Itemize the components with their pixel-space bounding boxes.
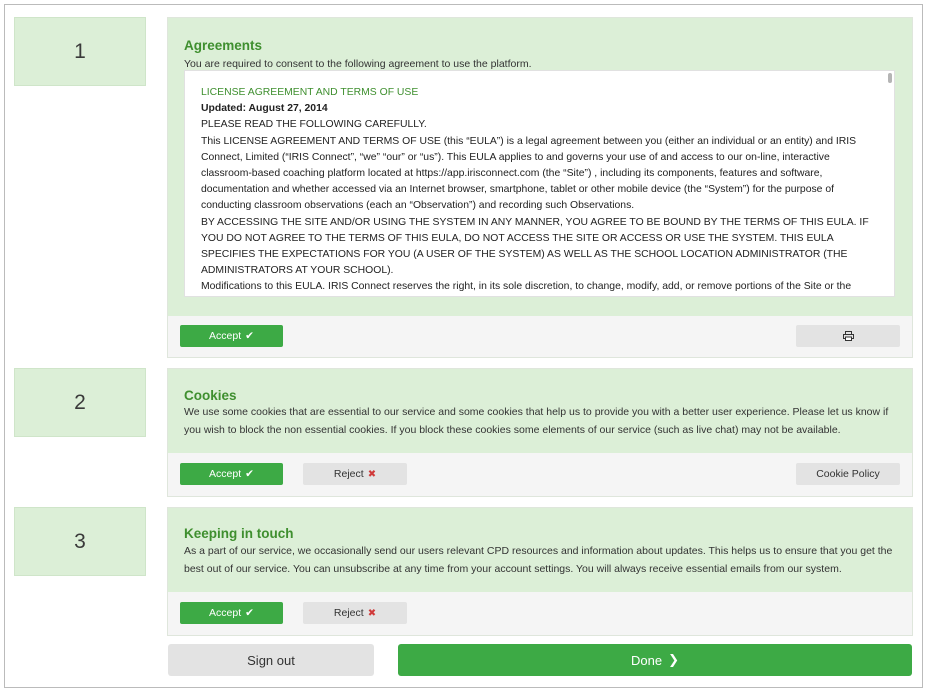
sign-out-button[interactable]: Sign out — [168, 644, 374, 676]
step-number-2: 2 — [14, 368, 146, 437]
cookies-header — [168, 369, 912, 453]
check-icon: ✔ — [245, 330, 254, 342]
reject-label: Reject — [333, 607, 364, 619]
agreements-title: Agreements — [184, 38, 263, 53]
cookie-policy-button[interactable]: Cookie Policy — [796, 463, 900, 485]
check-icon: ✔ — [245, 607, 254, 619]
done-label: Done — [631, 652, 663, 668]
cookies-title: Cookies — [184, 388, 237, 403]
agreements-section — [167, 17, 913, 358]
cookies-text: We use some cookies that are essential to our service and some cookies that help us to provide you with a better user experience. Please let us know if you wish to block the non essential cookies. If you block these cookies some elements of our service (such as live chat) may not be available. — [184, 406, 889, 436]
keeping-in-touch-header — [168, 508, 912, 592]
eula-paragraph-1: This LICENSE AGREEMENT AND TERMS OF USE (this “EULA”) is a legal agreement between you (either an individual or an entity) and IRIS Connect, Limited (“IRIS Connect”, “we” “our” or “us”). This EULA applies to and governs your use of and access to our on-line, interactive classroom-based coaching platform located at https://app.irisconnect.com (the “Site”) , including its components, features and software, documentation and whether accessed via an Internet browser, smartphone, tablet or other mobile device (the “System”) for the purpose of conducting classroom observations (each an “Observation”) and recording such Observations. — [201, 135, 857, 212]
reject-label: Reject — [333, 468, 364, 480]
step-number-3: 3 — [14, 507, 146, 576]
eula-read-carefully: PLEASE READ THE FOLLOWING CAREFULLY. — [201, 119, 427, 131]
print-button[interactable] — [796, 325, 900, 347]
print-icon — [843, 331, 854, 341]
accept-label: Accept — [209, 330, 242, 342]
agreements-accept-button[interactable] — [180, 325, 283, 347]
check-icon: ✔ — [245, 468, 254, 480]
agreements-subtitle: You are required to consent to the following agreement to use the platform. — [184, 58, 532, 70]
keeping-in-touch-text: As a part of our service, we occasionally send our users relevant CPD resources and information about updates. This helps us to ensure that you get the best out of our service. You can unsubscribe at any time from your account settings. You will always receive essential emails from our system. — [184, 545, 893, 575]
keeping-in-touch-section — [167, 507, 913, 636]
chevron-right-icon: ❯ — [668, 652, 679, 667]
close-icon: ✖ — [367, 607, 377, 619]
cookies-reject-button[interactable] — [303, 463, 407, 485]
cookies-accept-button[interactable] — [180, 463, 283, 485]
keeping-in-touch-reject-button[interactable] — [303, 602, 407, 624]
step-number-1: 1 — [14, 17, 146, 86]
done-button[interactable] — [398, 644, 912, 676]
eula-paragraph-2: BY ACCESSING THE SITE AND/OR USING THE SYSTEM IN ANY MANNER, YOU AGREE TO BE BOUND BY THE TERMS OF THIS EULA. IF YOU DO NOT AGREE TO THE TERMS OF THIS EULA, DO NOT ACCESS THE SITE OR ACCESS OR USE THE SYSTEM. THIS EULA SPECIFIES THE EXPECTATIONS FOR YOU (A USER OF THE SYSTEM) AS WELL AS THE SCHOOL LOCATION ADMINISTRATOR (THE ADMINISTRATORS AT YOUR SCHOOL). — [201, 216, 869, 277]
eula-heading: LICENSE AGREEMENT AND TERMS OF USE — [201, 87, 419, 98]
accept-label: Accept — [209, 607, 242, 619]
keeping-in-touch-title: Keeping in touch — [184, 526, 294, 541]
eula-scrollbar[interactable] — [888, 73, 892, 83]
keeping-in-touch-accept-button[interactable] — [180, 602, 283, 624]
eula-updated: Updated: August 27, 2014 — [201, 103, 328, 115]
agreements-header — [168, 18, 912, 316]
close-icon: ✖ — [367, 468, 377, 480]
cookies-section — [167, 368, 913, 497]
eula-scroll-box[interactable] — [184, 70, 895, 297]
eula-paragraph-3: Modifications to this EULA. IRIS Connect reserves the right, in its sole discretion, to change, modify, add, or remove portions of the Site or the — [201, 281, 852, 293]
accept-label: Accept — [209, 468, 242, 480]
